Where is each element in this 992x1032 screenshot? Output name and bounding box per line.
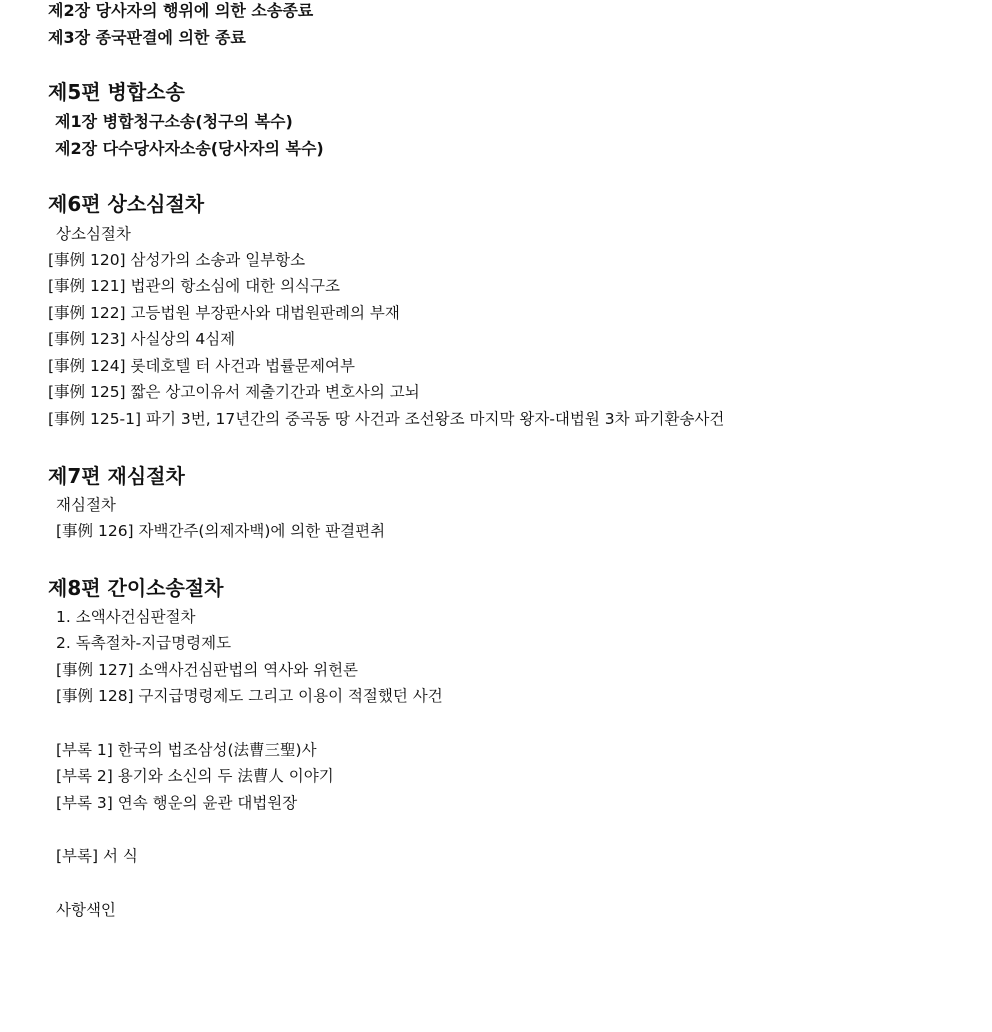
part-heading: 제6편 상소심절차 [48,192,205,216]
chapter-heading: 제3장 종국판결에 의한 종료 [48,28,246,47]
index-item: 사항색인 [56,901,116,919]
list-item: 1. 소액사건심판절차 [56,608,196,626]
list-item: 2. 독촉절차-지급명령제도 [56,634,232,652]
list-item: [事例 127] 소액사건심판법의 역사와 위헌론 [56,661,359,679]
forms-item: [부록] 서 식 [56,847,138,865]
list-item: [事例 121] 법관의 항소심에 대한 의식구조 [48,277,340,295]
chapter-heading: 제2장 다수당사자소송(당사자의 복수) [55,139,324,158]
part-heading: 제7편 재심절차 [48,464,185,488]
appendix-item: [부록 2] 용기와 소신의 두 法曹人 이야기 [56,767,334,785]
chapter-heading: 제1장 병합청구소송(청구의 복수) [55,112,293,131]
list-item: [事例 120] 삼성가의 소송과 일부항소 [48,251,306,269]
appendix-item: [부록 3] 연속 행운의 윤관 대법원장 [56,794,298,812]
appendix-item: [부록 1] 한국의 법조삼성(法曹三聖)사 [56,741,317,759]
section-subtitle: 상소심절차 [56,225,131,243]
list-item: [事例 126] 자백간주(의제자백)에 의한 판결편취 [56,522,386,540]
list-item: [事例 123] 사실상의 4심제 [48,330,236,348]
list-item: [事例 125-1] 파기 3번, 17년간의 중곡동 땅 사건과 조선왕조 마지막 왕자-대법원 3차 파기환송사건 [48,410,725,428]
list-item: [事例 125] 짧은 상고이유서 제출기간과 변호사의 고뇌 [48,383,420,401]
part-heading: 제5편 병합소송 [48,80,185,104]
list-item: [事例 122] 고등법원 부장판사와 대법원판례의 부재 [48,304,400,322]
part-heading: 제8편 간이소송절차 [48,576,224,600]
list-item: [事例 124] 롯데호텔 터 사건과 법률문제여부 [48,357,355,375]
section-subtitle: 재심절차 [56,496,116,514]
list-item: [事例 128] 구지급명령제도 그리고 이용이 적절했던 사건 [56,687,443,705]
chapter-heading: 제2장 당사자의 행위에 의한 소송종료 [48,1,314,20]
